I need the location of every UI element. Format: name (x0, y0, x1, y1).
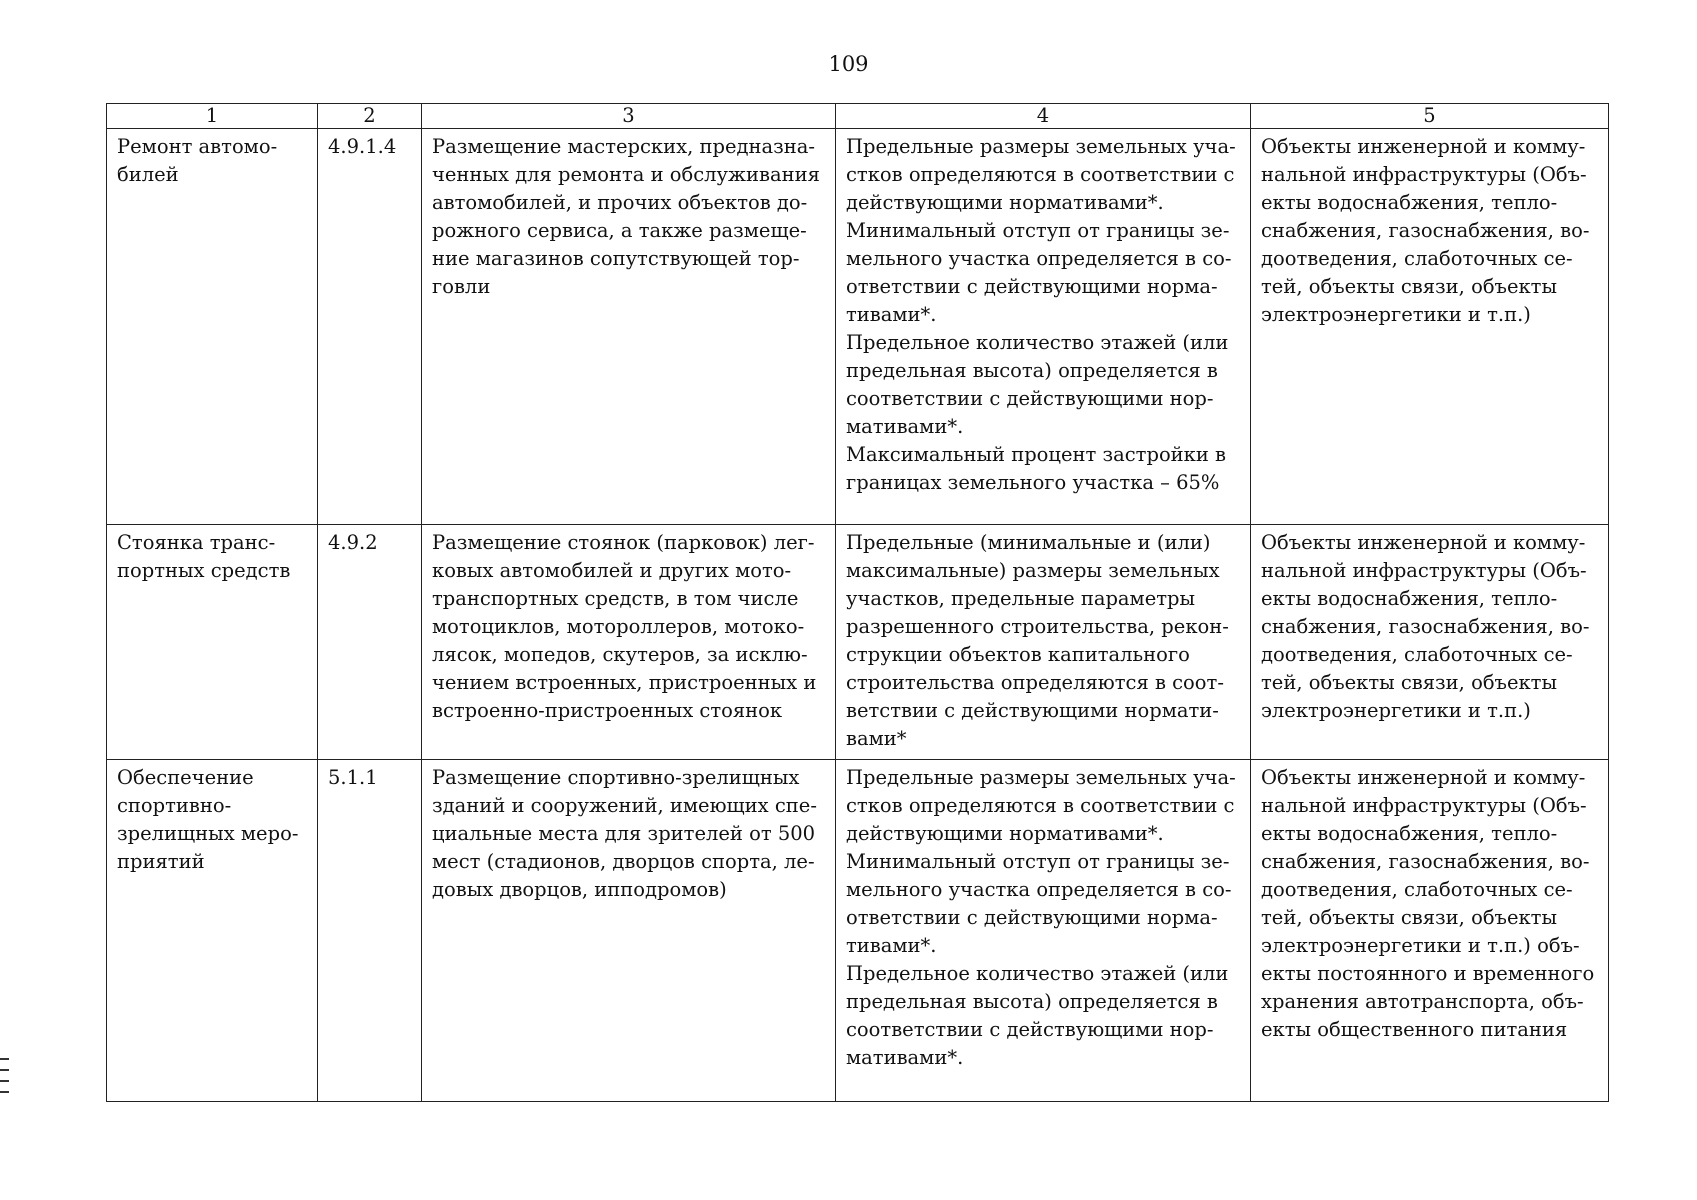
use-description-cell (422, 760, 836, 1102)
parameter-item: Предельные размеры земельных уча- стков определяются в соответствии с действующими нормативами*. (846, 135, 1236, 214)
parameters-cell (836, 525, 1251, 760)
header-row (107, 104, 1609, 129)
use-name: Ремонт автомо- билей (117, 135, 278, 186)
parameter-item: Максимальный процент застройки в границах земельного участка – 65% (846, 443, 1227, 494)
parameter-item: Предельные размеры земельных уча- стков определяются в соответствии с действующими нормативами*. (846, 766, 1236, 845)
use-code: 4.9.2 (328, 531, 378, 554)
auxiliary-cell (1251, 129, 1609, 525)
auxiliary-cell (1251, 525, 1609, 760)
parameter-item: Предельное количество этажей (или предельная высота) определяется в соответствии с действующими нор- мативами*. (846, 331, 1229, 438)
margin-mark (0, 1091, 9, 1093)
header-cell: 4 (836, 104, 1251, 129)
land-use-table (106, 103, 1609, 1102)
parameter-item: Предельные (минимальные и (или) максимальные) размеры земельных участков, предельные параметры разрешенного строительства, рекон- струкции объектов капитального строительства определяются в соот- ветствии с действующими нормати- вами* (846, 531, 1229, 750)
use-code: 5.1.1 (328, 766, 378, 789)
use-name-cell (107, 760, 318, 1102)
header-cell: 5 (1251, 104, 1609, 129)
use-name-cell (107, 129, 318, 525)
parameters-cell (836, 760, 1251, 1102)
auxiliary-uses: Объекты инженерной и комму- нальной инфраструктуры (Объ- екты водоснабжения, тепло- снабжения, газоснабжения, во- доотведения, слаботочных се- тей, объекты связи, объекты электроэнергетики и т.п.) (1261, 531, 1590, 722)
use-description-cell (422, 525, 836, 760)
use-name-cell (107, 525, 318, 760)
use-description-cell (422, 129, 836, 525)
use-name: Стоянка транс- портных средств (117, 531, 291, 582)
use-description: Размещение мастерских, предназна- ченных для ремонта и обслуживания автомобилей, и прочих объектов до- рожного сервиса, а также размеще- ние магазинов сопутствующей тор- говли (432, 135, 820, 298)
header-cell: 3 (422, 104, 836, 129)
parameter-item: Предельное количество этажей (или предельная высота) определяется в соответствии с действующими нор- мативами*. (846, 962, 1229, 1069)
auxiliary-uses: Объекты инженерной и комму- нальной инфраструктуры (Объ- екты водоснабжения, тепло- снабжения, газоснабжения, во- доотведения, слаботочных се- тей, объекты связи, объекты электроэнергетики и т.п.) объ- екты постоянного и временного хранения автотранспорта, объ- екты общественного питания (1261, 766, 1595, 1041)
header-cell: 1 (107, 104, 318, 129)
table-row (107, 760, 1609, 1102)
margin-mark (0, 1058, 9, 1060)
use-name: Обеспечение спортивно- зрелищных меро- приятий (117, 766, 299, 873)
table-row (107, 129, 1609, 525)
auxiliary-uses: Объекты инженерной и комму- нальной инфраструктуры (Объ- екты водоснабжения, тепло- снабжения, газоснабжения, во- доотведения, слаботочных се- тей, объекты связи, объекты электроэнергетики и т.п.) (1261, 135, 1590, 326)
margin-mark (0, 1080, 9, 1082)
parameter-item: Минимальный отступ от границы зе- мельного участка определяется в со- ответствии с действующими норма- тивами*. (846, 850, 1232, 957)
use-description: Размещение стоянок (парковок) лег- ковых автомобилей и других мото- транспортных средств, в том числе мотоциклов, мотороллеров, мотоко- лясок, мопедов, скутеров, за исклю- чением встроенных, пристроенных и встроенно-пристроенных стоянок (432, 531, 817, 722)
page-number: 109 (828, 52, 869, 76)
use-code-cell (318, 525, 422, 760)
use-description: Размещение спортивно-зрелищных зданий и сооружений, имеющих спе- циальные места для зрителей от 500 мест (стадионов, дворцов спорта, ле- довых дворцов, ипподромов) (432, 766, 817, 901)
use-code-cell (318, 129, 422, 525)
parameter-item: Минимальный отступ от границы зе- мельного участка определяется в со- ответствии с действующими норма- тивами*. (846, 219, 1232, 326)
header-cell: 2 (318, 104, 422, 129)
use-code-cell (318, 760, 422, 1102)
auxiliary-cell (1251, 760, 1609, 1102)
margin-mark (0, 1069, 9, 1071)
parameters-cell (836, 129, 1251, 525)
table-row (107, 525, 1609, 760)
margin-marks (0, 1058, 10, 1102)
use-code: 4.9.1.4 (328, 135, 397, 158)
